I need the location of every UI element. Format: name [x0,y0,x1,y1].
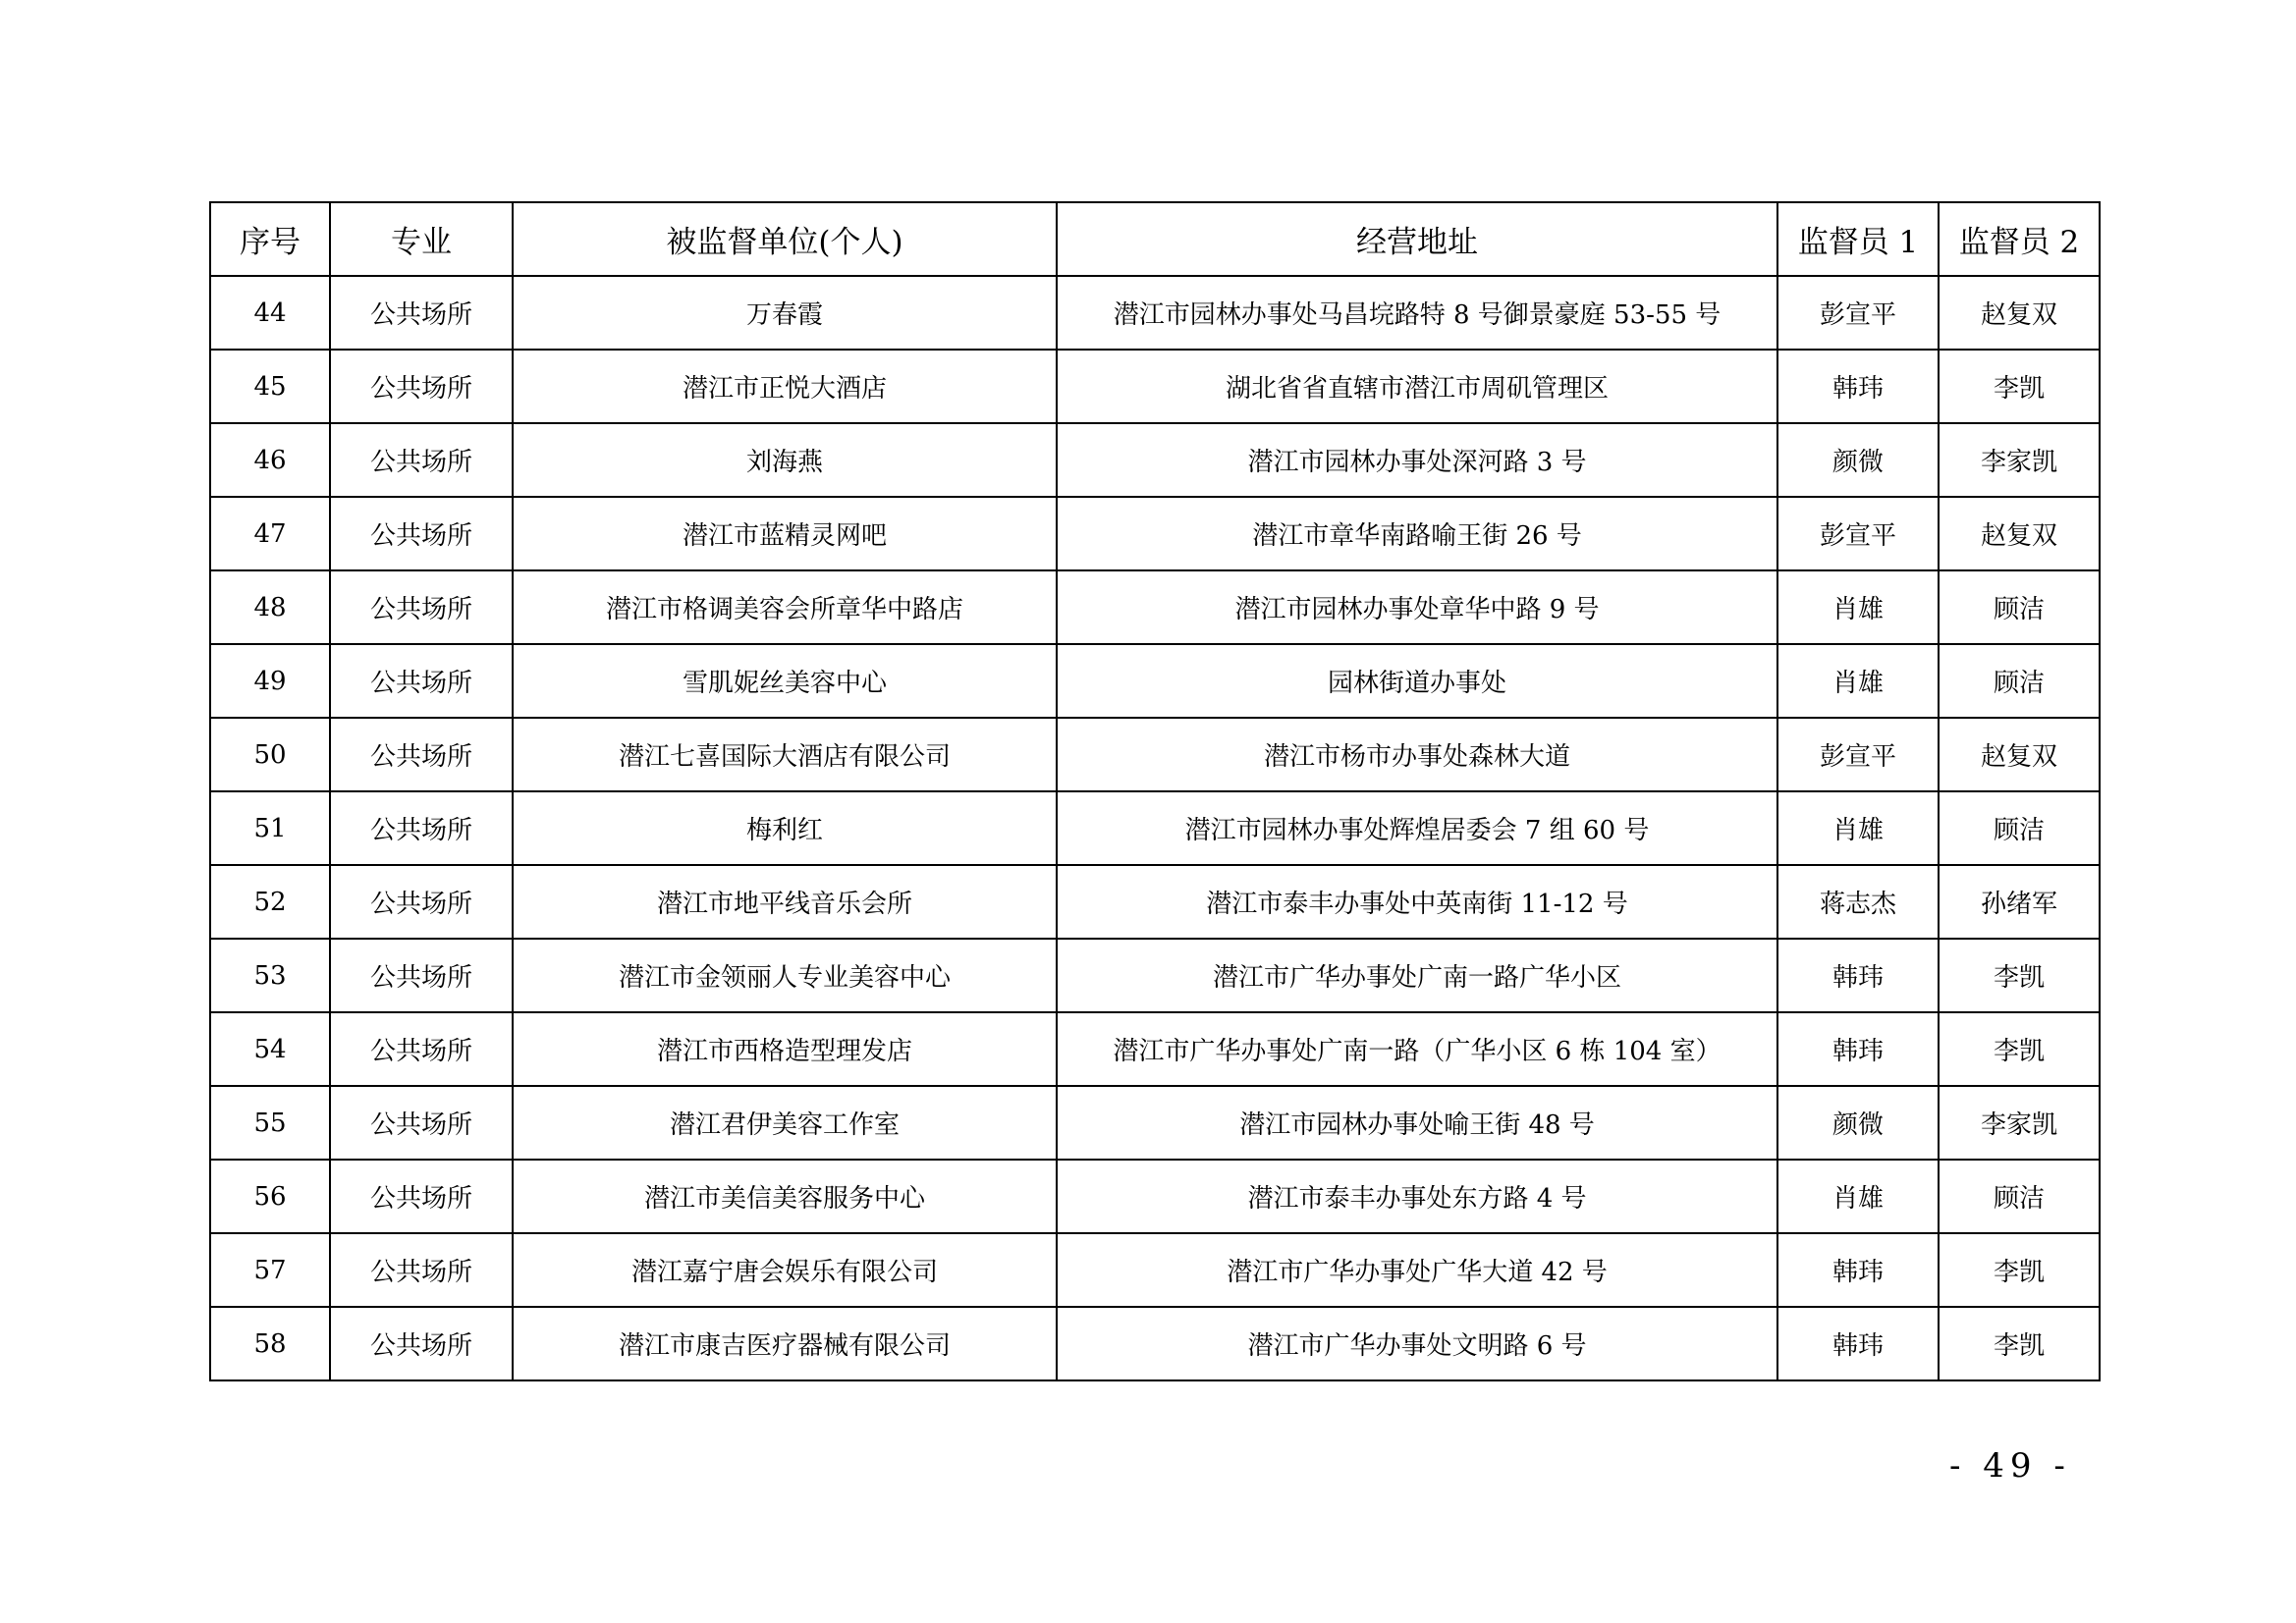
cell-unit: 潜江市蓝精灵网吧 [513,497,1057,570]
cell-index: 55 [210,1086,330,1160]
cell-supervisor-2: 孙绪军 [1939,865,2100,939]
cell-unit: 潜江市美信美容服务中心 [513,1160,1057,1233]
table-row [210,570,2100,644]
table-row [210,939,2100,1012]
cell-supervisor-2: 李凯 [1939,1233,2100,1307]
cell-index: 54 [210,1012,330,1086]
cell-supervisor-2: 李家凯 [1939,1086,2100,1160]
cell-supervisor-1: 蒋志杰 [1777,865,1939,939]
cell-unit: 潜江市康吉医疗器械有限公司 [513,1307,1057,1380]
cell-supervisor-1: 肖雄 [1777,1160,1939,1233]
cell-unit: 潜江市金领丽人专业美容中心 [513,939,1057,1012]
cell-index: 52 [210,865,330,939]
cell-unit: 潜江七喜国际大酒店有限公司 [513,718,1057,791]
cell-index: 48 [210,570,330,644]
cell-supervisor-2: 李凯 [1939,1012,2100,1086]
cell-index: 51 [210,791,330,865]
cell-index: 47 [210,497,330,570]
table-row [210,1160,2100,1233]
cell-supervisor-1: 韩玮 [1777,1012,1939,1086]
cell-supervisor-1: 肖雄 [1777,644,1939,718]
cell-address: 潜江市园林办事处马昌垸路特 8 号御景豪庭 53-55 号 [1057,276,1777,350]
cell-address: 园林街道办事处 [1057,644,1777,718]
cell-address: 潜江市园林办事处章华中路 9 号 [1057,570,1777,644]
table-row [210,350,2100,423]
cell-address: 潜江市泰丰办事处东方路 4 号 [1057,1160,1777,1233]
table-row [210,1012,2100,1086]
table-row [210,1086,2100,1160]
cell-supervisor-1: 颜微 [1777,1086,1939,1160]
cell-specialty: 公共场所 [330,718,513,791]
table-row [210,865,2100,939]
cell-index: 50 [210,718,330,791]
cell-address: 潜江市广华办事处文明路 6 号 [1057,1307,1777,1380]
cell-index: 49 [210,644,330,718]
cell-specialty: 公共场所 [330,350,513,423]
cell-supervisor-1: 肖雄 [1777,570,1939,644]
cell-address: 湖北省省直辖市潜江市周矶管理区 [1057,350,1777,423]
cell-specialty: 公共场所 [330,644,513,718]
table-row [210,423,2100,497]
cell-specialty: 公共场所 [330,1233,513,1307]
cell-specialty: 公共场所 [330,276,513,350]
cell-supervisor-1: 彭宣平 [1777,276,1939,350]
table-row [210,1233,2100,1307]
cell-unit: 雪肌妮丝美容中心 [513,644,1057,718]
cell-index: 58 [210,1307,330,1380]
cell-address: 潜江市园林办事处深河路 3 号 [1057,423,1777,497]
cell-supervisor-1: 颜微 [1777,423,1939,497]
cell-supervisor-2: 顾洁 [1939,570,2100,644]
cell-unit: 潜江君伊美容工作室 [513,1086,1057,1160]
cell-specialty: 公共场所 [330,1307,513,1380]
table-row [210,718,2100,791]
cell-address: 潜江市杨市办事处森林大道 [1057,718,1777,791]
cell-unit: 潜江市地平线音乐会所 [513,865,1057,939]
cell-supervisor-2: 李凯 [1939,939,2100,1012]
header-index: 序号 [210,202,330,276]
header-supervised-unit: 被监督单位(个人) [513,202,1057,276]
cell-address: 潜江市泰丰办事处中英南街 11-12 号 [1057,865,1777,939]
header-supervisor-1: 监督员 1 [1777,202,1939,276]
cell-index: 46 [210,423,330,497]
table-row [210,791,2100,865]
cell-specialty: 公共场所 [330,1012,513,1086]
cell-index: 57 [210,1233,330,1307]
cell-supervisor-1: 韩玮 [1777,1233,1939,1307]
cell-specialty: 公共场所 [330,1160,513,1233]
cell-index: 44 [210,276,330,350]
cell-supervisor-1: 韩玮 [1777,350,1939,423]
cell-supervisor-2: 赵复双 [1939,276,2100,350]
cell-address: 潜江市园林办事处喻王街 48 号 [1057,1086,1777,1160]
cell-unit: 潜江市正悦大酒店 [513,350,1057,423]
cell-supervisor-2: 赵复双 [1939,497,2100,570]
cell-index: 53 [210,939,330,1012]
cell-supervisor-1: 彭宣平 [1777,497,1939,570]
cell-unit: 刘海燕 [513,423,1057,497]
cell-specialty: 公共场所 [330,939,513,1012]
cell-specialty: 公共场所 [330,497,513,570]
cell-specialty: 公共场所 [330,570,513,644]
header-supervisor-2: 监督员 2 [1939,202,2100,276]
header-address: 经营地址 [1057,202,1777,276]
supervision-table [209,201,2101,1381]
cell-unit: 梅利红 [513,791,1057,865]
cell-specialty: 公共场所 [330,1086,513,1160]
page-number: - 49 - [1949,1446,2071,1486]
cell-index: 56 [210,1160,330,1233]
cell-specialty: 公共场所 [330,423,513,497]
cell-supervisor-1: 韩玮 [1777,939,1939,1012]
cell-address: 潜江市章华南路喻王街 26 号 [1057,497,1777,570]
cell-supervisor-2: 李凯 [1939,350,2100,423]
table-row [210,497,2100,570]
cell-supervisor-1: 韩玮 [1777,1307,1939,1380]
cell-supervisor-2: 李家凯 [1939,423,2100,497]
cell-supervisor-2: 顾洁 [1939,644,2100,718]
cell-unit: 潜江嘉宁唐会娱乐有限公司 [513,1233,1057,1307]
cell-supervisor-2: 赵复双 [1939,718,2100,791]
cell-unit: 万春霞 [513,276,1057,350]
header-row [210,202,2100,276]
table-row [210,276,2100,350]
cell-supervisor-1: 彭宣平 [1777,718,1939,791]
header-specialty: 专业 [330,202,513,276]
cell-supervisor-2: 顾洁 [1939,791,2100,865]
cell-specialty: 公共场所 [330,865,513,939]
cell-unit: 潜江市格调美容会所章华中路店 [513,570,1057,644]
cell-supervisor-2: 李凯 [1939,1307,2100,1380]
cell-address: 潜江市园林办事处辉煌居委会 7 组 60 号 [1057,791,1777,865]
cell-unit: 潜江市西格造型理发店 [513,1012,1057,1086]
cell-supervisor-2: 顾洁 [1939,1160,2100,1233]
table-row [210,1307,2100,1380]
table-row [210,644,2100,718]
cell-address: 潜江市广华办事处广南一路（广华小区 6 栋 104 室） [1057,1012,1777,1086]
cell-index: 45 [210,350,330,423]
cell-address: 潜江市广华办事处广南一路广华小区 [1057,939,1777,1012]
cell-supervisor-1: 肖雄 [1777,791,1939,865]
cell-specialty: 公共场所 [330,791,513,865]
cell-address: 潜江市广华办事处广华大道 42 号 [1057,1233,1777,1307]
